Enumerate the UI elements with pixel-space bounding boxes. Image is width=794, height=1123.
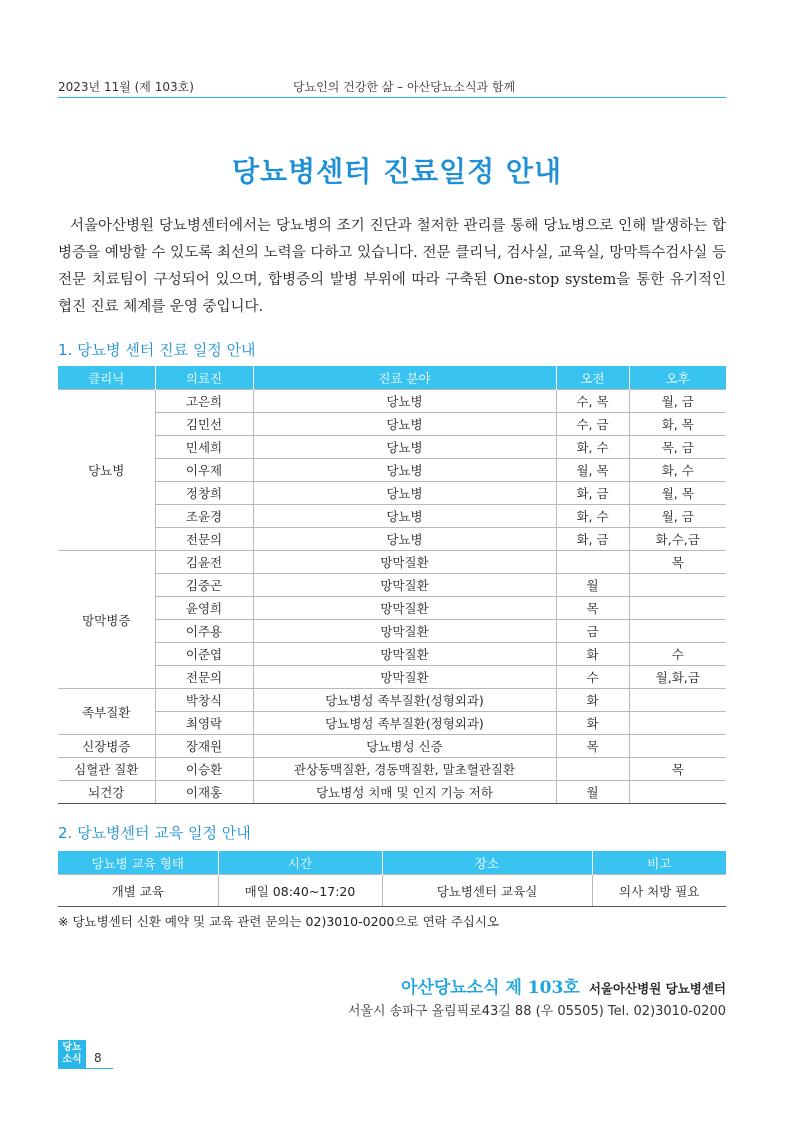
- doctor-cell: 이재홍: [155, 781, 253, 804]
- field-cell: 당뇨병: [253, 459, 556, 482]
- magazine-line: [401, 973, 726, 998]
- address-line: 서울시 송파구 올림픽로43길 88 (우 05505) Tel. 02)3010-0200: [347, 1004, 726, 1019]
- column-header: 의료진: [155, 366, 253, 390]
- field-cell: 당뇨병: [253, 436, 556, 459]
- clinic-schedule-table: [58, 366, 726, 804]
- header-divider: [58, 97, 726, 98]
- doctor-cell: 장재원: [155, 735, 253, 758]
- doctor-cell: 전문의: [155, 666, 253, 689]
- field-cell: 당뇨병성 신증: [253, 735, 556, 758]
- morning-cell: 화, 수: [556, 505, 629, 528]
- magazine-name: 아산당뇨소식 제 103호: [401, 978, 580, 998]
- education-type-cell: 개별 교육: [58, 875, 218, 907]
- field-cell: 망막질환: [253, 597, 556, 620]
- doctor-cell: 이주용: [155, 620, 253, 643]
- field-cell: 당뇨병: [253, 413, 556, 436]
- afternoon-cell: [629, 597, 726, 620]
- field-cell: 관상동맥질환, 경동맥질환, 말초혈관질환: [253, 758, 556, 781]
- clinic-cell: 당뇨병: [58, 390, 155, 551]
- morning-cell: 월, 목: [556, 459, 629, 482]
- table-row: [58, 390, 726, 413]
- morning-cell: [556, 758, 629, 781]
- table-row: [58, 482, 726, 505]
- afternoon-cell: [629, 620, 726, 643]
- field-cell: 당뇨병: [253, 528, 556, 551]
- column-header: 진료 분야: [253, 366, 556, 390]
- field-cell: 망막질환: [253, 551, 556, 574]
- clinic-cell: 심혈관 질환: [58, 758, 155, 781]
- afternoon-cell: 월,화,금: [629, 666, 726, 689]
- table-row: [58, 528, 726, 551]
- table-row: [58, 781, 726, 804]
- doctor-cell: 전문의: [155, 528, 253, 551]
- clinic-cell: 뇌건강: [58, 781, 155, 804]
- afternoon-cell: 월, 목: [629, 482, 726, 505]
- field-cell: 당뇨병: [253, 505, 556, 528]
- doctor-cell: 고은희: [155, 390, 253, 413]
- field-cell: 망막질환: [253, 643, 556, 666]
- doctor-cell: 김민선: [155, 413, 253, 436]
- column-header: 당뇨병 교육 형태: [58, 851, 218, 875]
- afternoon-cell: 목, 금: [629, 436, 726, 459]
- table-row: [58, 666, 726, 689]
- table-row: [58, 735, 726, 758]
- table-row: [58, 643, 726, 666]
- column-header: 시간: [218, 851, 382, 875]
- table-row: [58, 597, 726, 620]
- badge-line: 소식: [62, 1054, 82, 1065]
- afternoon-cell: 화, 목: [629, 413, 726, 436]
- clinic-cell: 신장병증: [58, 735, 155, 758]
- afternoon-cell: [629, 735, 726, 758]
- table-row: [58, 413, 726, 436]
- table-row: [58, 689, 726, 712]
- doctor-cell: 김중곤: [155, 574, 253, 597]
- afternoon-cell: 목: [629, 758, 726, 781]
- morning-cell: 월: [556, 781, 629, 804]
- field-cell: 당뇨병성 치매 및 인지 기능 저하: [253, 781, 556, 804]
- table-row: [58, 620, 726, 643]
- morning-cell: 화, 수: [556, 436, 629, 459]
- morning-cell: 월: [556, 574, 629, 597]
- morning-cell: 화: [556, 712, 629, 735]
- afternoon-cell: 목: [629, 551, 726, 574]
- afternoon-cell: [629, 712, 726, 735]
- afternoon-cell: [629, 689, 726, 712]
- clinic-cell: 망막병증: [58, 551, 155, 689]
- table-header-row: [58, 366, 726, 390]
- education-note-cell: 의사 처방 필요: [592, 875, 726, 907]
- doctor-cell: 이준엽: [155, 643, 253, 666]
- afternoon-cell: 월, 금: [629, 390, 726, 413]
- afternoon-cell: [629, 574, 726, 597]
- table-row: [58, 758, 726, 781]
- organization-name: 서울아산병원 당뇨병센터: [588, 981, 726, 996]
- intro-paragraph: 서울아산병원 당뇨병센터에서는 당뇨병의 조기 진단과 철저한 관리를 통해 당뇨병으로 인해 발생하는 합병증을 예방할 수 있도록 최선의 노력을 다하고 있습니다. 전문 클리닉, 검사실, 교육실, 망막특수검사실 등 전문 치료팀이 구성되어 있으며, 합병증의 발병 부위에 따라 구축된 One-stop system을 통한 유기적인 협진 진료 체계를 운영 중입니다.: [58, 218, 726, 315]
- column-header: 장소: [382, 851, 592, 875]
- morning-cell: 수: [556, 666, 629, 689]
- education-place-cell: 당뇨병센터 교육실: [382, 875, 592, 907]
- table-row: [58, 459, 726, 482]
- doctor-cell: 윤영희: [155, 597, 253, 620]
- morning-cell: 수, 금: [556, 413, 629, 436]
- section1-heading: 1. 당뇨병 센터 진료 일정 안내: [58, 341, 256, 359]
- morning-cell: 화, 금: [556, 528, 629, 551]
- doctor-cell: 이우제: [155, 459, 253, 482]
- table-row: [58, 505, 726, 528]
- field-cell: 당뇨병성 족부질환(정형외과): [253, 712, 556, 735]
- header-slogan: 당뇨인의 건강한 삶 – 아산당뇨소식과 함께: [293, 80, 516, 94]
- footer-divider: [58, 1068, 113, 1069]
- afternoon-cell: 수: [629, 643, 726, 666]
- column-header: 클리닉: [58, 366, 155, 390]
- afternoon-cell: [629, 781, 726, 804]
- doctor-cell: 김윤전: [155, 551, 253, 574]
- section2-heading: 2. 당뇨병센터 교육 일정 안내: [58, 824, 251, 842]
- page-title: 당뇨병센터 진료일정 안내: [231, 155, 563, 188]
- field-cell: 망막질환: [253, 620, 556, 643]
- contact-footnote: ※ 당뇨병센터 신환 예약 및 교육 관련 문의는 02)3010-0200으로 연락 주십시오: [58, 914, 499, 929]
- morning-cell: 금: [556, 620, 629, 643]
- doctor-cell: 박창식: [155, 689, 253, 712]
- column-header: 오전: [556, 366, 629, 390]
- clinic-cell: 족부질환: [58, 689, 155, 735]
- field-cell: 망막질환: [253, 574, 556, 597]
- field-cell: 당뇨병: [253, 482, 556, 505]
- morning-cell: 목: [556, 735, 629, 758]
- field-cell: 당뇨병성 족부질환(성형외과): [253, 689, 556, 712]
- morning-cell: 수, 목: [556, 390, 629, 413]
- table-row: [58, 712, 726, 735]
- table-row: [58, 551, 726, 574]
- doctor-cell: 조윤경: [155, 505, 253, 528]
- morning-cell: 화: [556, 689, 629, 712]
- table-row: [58, 574, 726, 597]
- doctor-cell: 정창희: [155, 482, 253, 505]
- morning-cell: 화: [556, 643, 629, 666]
- badge-line: 당뇨: [62, 1042, 82, 1053]
- table-row: [58, 875, 726, 907]
- doctor-cell: 최영락: [155, 712, 253, 735]
- morning-cell: [556, 551, 629, 574]
- field-cell: 망막질환: [253, 666, 556, 689]
- afternoon-cell: 화,수,금: [629, 528, 726, 551]
- morning-cell: 화, 금: [556, 482, 629, 505]
- education-schedule-table: [58, 851, 726, 907]
- doctor-cell: 이승환: [155, 758, 253, 781]
- table-header-row: [58, 851, 726, 875]
- page-number: 8: [94, 1051, 102, 1065]
- table-row: [58, 436, 726, 459]
- field-cell: 당뇨병: [253, 390, 556, 413]
- doctor-cell: 민세희: [155, 436, 253, 459]
- education-time-cell: 매일 08:40~17:20: [218, 875, 382, 907]
- column-header: 비고: [592, 851, 726, 875]
- afternoon-cell: 화, 수: [629, 459, 726, 482]
- morning-cell: 목: [556, 597, 629, 620]
- column-header: 오후: [629, 366, 726, 390]
- issue-label: 2023년 11월 (제 103호): [58, 80, 194, 94]
- afternoon-cell: 월, 금: [629, 505, 726, 528]
- magazine-badge: [58, 1040, 86, 1068]
